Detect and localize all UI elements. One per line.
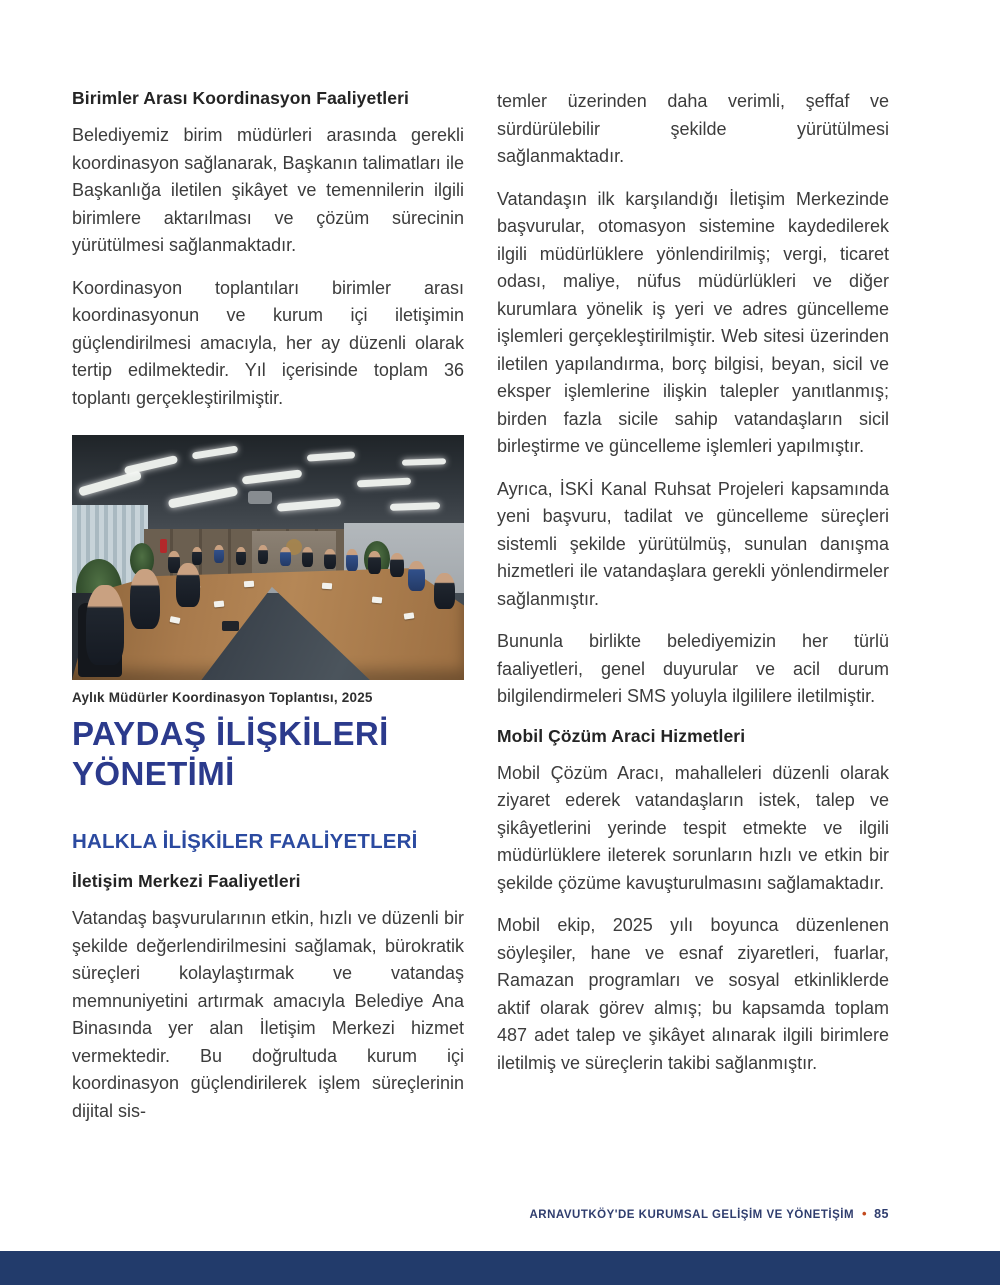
paragraph: Belediyemiz birim müdürleri arasında gerekli koordinasyon sağlanarak, Başkanın talimatları ile Başkanlığa iletilen şikâyet ve temennilerin ilgili birimlere aktarılması ve çözüm sürecinin yürütülmesi sağlanmaktadır. [72, 125, 464, 255]
paragraph: Ayrıca, İSKİ Kanal Ruhsat Projeleri kapsamında yeni başvuru, tadilat ve güncelleme süreçleri sistemli şekilde yürütülmüş, sunulan danışma hizmetleri ile vatandaşlara gerekli yönlendirmeler sağlanmıştır. [497, 478, 889, 609]
table-paper [244, 581, 254, 588]
paragraph: Vatandaşın ilk karşılandığı İletişim Merkezinde başvurular, otomasyon sistemine kaydedilerek ilgili müdürlüklere yönlendirilmiş; vergi, ticaret odası, maliye, nüfus müdürlükleri ve diğer kurumlara yönelik iş yeri ve adres güncelleme işlemleri gerçekleştirilmiştir. Web sitesi üzerinden iletilen yapılandırma, borç bilgisi, beyan, sicil ve eksper işlemlerine ilişkin talepler yanıtlanmış; birden fazla sicile sahip vatandaşların sicil birleştirme ve güncelleme işlemleri yapılmıştır. [497, 188, 889, 456]
page-footer [529, 1206, 889, 1221]
paragraph: temler üzerinden daha verimli, şeffaf ve sürdürülebilir şekilde yürütülmesi sağlanmaktadır. [497, 91, 889, 166]
attendee-foreground [86, 585, 124, 665]
attendee [302, 547, 313, 567]
paragraph: Mobil ekip, 2025 yılı boyunca düzenlenen söyleşiler, hane ve esnaf ziyaretleri, fuarlar, Ramazan programları ve sosyal etkinliklerde aktif olarak görev almış; bu kapsamda toplam 487 adet talep ve şikâyet alınarak ilgili birimlere iletilmiş ve süreçlerin takibi sağlanmıştır. [497, 915, 889, 1073]
table-laptop [222, 621, 239, 631]
attendee [368, 551, 381, 574]
left-column [72, 88, 464, 1140]
ceiling-projector [248, 491, 272, 504]
attendee [408, 561, 425, 591]
attendee [176, 563, 200, 607]
table-paper [214, 600, 225, 607]
attendee [346, 549, 358, 571]
attendee [434, 573, 455, 609]
chapter-title: PAYDAŞ İLİŞKİLERİ YÖNETİMİ [72, 715, 389, 792]
footer-text: ARNAVUTKÖY'DE KURUMSAL GELİŞİM VE YÖNETİŞİM [529, 1209, 855, 1221]
paragraph: Vatandaş başvurularının etkin, hızlı ve düzenli bir şekilde değerlendirilmesini sağlamak, bürokratik süreçleri kolaylaştırmak ve vatandaş memnuniyetini artırmak amacıyla Belediye Ana Binasında yer alan İletişim Merkezi hizmet vermektedir. Bu doğrultuda kurum içi koordinasyon güçlendirilerek işlem süreçlerinin dijital sis- [72, 908, 464, 1121]
attendee [324, 549, 336, 569]
section-heading-koordinasyon: Birimler Arası Koordinasyon Faaliyetleri [72, 88, 409, 108]
paragraph: Mobil Çözüm Aracı, mahalleleri düzenli olarak ziyaret ederek vatandaşların istek, talep ve şikâyetlerini yerinde tespit etmekte ve ilgili müdürlüklere ileterek sorunların hızlı ve etkin bir şekilde çözüme kavuşturulmasını sağlamaktadır. [497, 762, 889, 893]
paragraph: Koordinasyon toplantıları birimler arası koordinasyonun ve kurum içi iletişimin güçlendirilmesi amacıyla, her ay düzenli olarak tertip edilmektedir. Yıl içerisinde toplam 36 toplantı gerçekleştirilmiştir. [72, 277, 464, 408]
section-title-halkla: HALKLA İLİŞKİLER FAALİYETLERİ [72, 830, 418, 853]
subsection-heading-iletisim: İletişim Merkezi Faaliyetleri [72, 871, 301, 891]
attendee [390, 553, 404, 577]
attendee [236, 547, 246, 565]
attendee [258, 545, 268, 564]
page-number: 85 [874, 1207, 889, 1221]
footer-bullet: • [862, 1206, 868, 1221]
turkish-flag [160, 539, 167, 553]
meeting-photo [72, 435, 464, 680]
attendee [214, 545, 224, 563]
right-column [497, 88, 889, 1092]
attendee [280, 547, 291, 566]
bottom-accent-bar [0, 1251, 1000, 1285]
subsection-heading-mobil: Mobil Çözüm Araci Hizmetleri [497, 725, 746, 746]
paragraph: Bununla birlikte belediyemizin her türlü faaliyetleri, genel duyurular ve acil durum bilgilendirmeleri SMS yoluyla ilgililere iletilmiştir. [497, 631, 889, 706]
attendee [130, 569, 160, 629]
table-paper [322, 583, 332, 590]
attendee [192, 547, 202, 565]
photo-caption: Aylık Müdürler Koordinasyon Toplantısı, 2025 [72, 690, 373, 705]
table-paper [372, 596, 383, 603]
